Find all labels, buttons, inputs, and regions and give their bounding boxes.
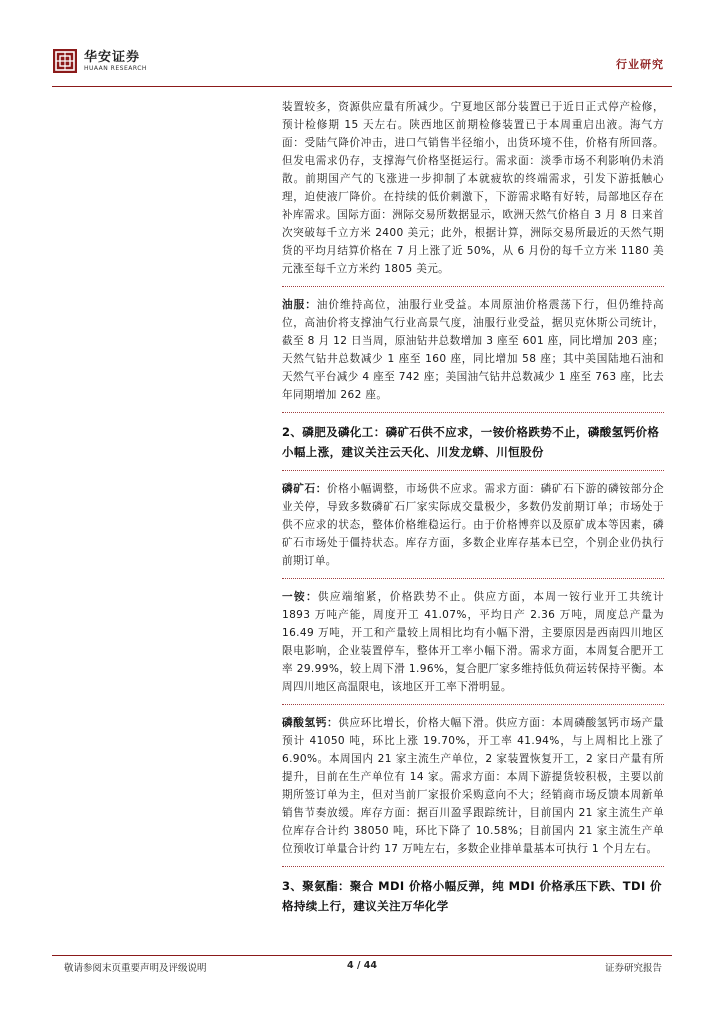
header-divider — [52, 86, 672, 87]
logo-english-name: HUAAN RESEARCH — [84, 64, 147, 72]
section-heading-phosphate: 2、磷肥及磷化工：磷矿石供不应求，一铵价格跌势不止，磷酸氢钙价格小幅上涨，建议关注云天化、川发龙蟒、川恒股份 — [282, 425, 660, 459]
dcp-lead: 磷酸氢钙： — [282, 717, 339, 729]
phosphate-rock-body: 价格小幅调整，市场供不应求。需求方面：磷矿石下游的磷铵部分企业关停，导致多数磷矿石厂家实际成交量极少，多数仍发前期订单；市场处于供不应求的状态，整体价格维稳运行。由于价格博弈以及原矿成本等因素，磷矿石市场处于僵持状态。库存方面，多数企业库存基本已空，个别企业仍执行前期订单。 — [282, 483, 664, 567]
report-type-label: 证券研究报告 — [604, 963, 662, 974]
logo-chinese-name: 华安证券 — [84, 49, 141, 65]
paragraph-divider — [282, 704, 664, 705]
natural-gas-paragraph: 装置较多，资源供应量有所减少。宁夏地区部分装置已于近日正式停产检修，预计检修期 15 天左右。陕西地区前期检修装置已于本周重启出液。海气方面：受陆气降价冲击，进口气销售半径缩小，出货环境不佳，价格有所回落。但发电需求仍存，支撑海气价格坚挺运行。需求面：淡季市场不利影响仍未消散。前期国产气的飞涨进一步抑制了本就疲软的终端需求，引发下游抵触心理，迫使液厂降价。在持续的低价刺激下，下游需求略有好转，局部地区存在补库需求。国际方面：洲际交易所数据显示，欧洲天然气价格自 3 月 8 日来首次突破每千立方米 2400 美元；此外，根据计算，洲际交易所最近的天然气期货的平均月结算价格在 7 月上涨了近 50%，从 6 月份的每千立方米 1180 美元涨至每千立方米约 1805 美元。 — [282, 101, 664, 275]
dcp-paragraph — [282, 714, 664, 858]
disclaimer-note: 敬请参阅末页重要声明及评级说明 — [64, 963, 207, 974]
page-number: 4 / 44 — [347, 960, 377, 971]
paragraph-divider — [282, 866, 664, 867]
company-logo — [52, 48, 147, 74]
phosphate-rock-paragraph — [282, 480, 664, 570]
main-content — [282, 98, 664, 924]
phosphate-rock-lead: 磷矿石： — [282, 483, 327, 495]
dcp-body: 供应环比增长，价格大幅下滑。供应方面：本周磷酸氢钙市场产量预计 41050 吨，环比上涨 19.70%，开工率 41.94%，与上周相比上涨了 6.90%。本周国内 21 家主流生产单位，2 家装置恢复开工，2 家日产量有所提升，目前在生产单位有 14 家。需求方面：本周下游提货较积极，主要以前期所签订单为主，但对当前厂家报价采购意向不大；经销商市场反馈本周新单销售节奏放缓。库存方面：据百川盈孚跟踪统计，目前国内 21 家主流生产单位库存合计约 38050 吨，环比下降了 10.58%；目前国内 21 家主流生产单位预收订单量合计约 17 万吨左右，多数企业排单量基本可执行 1 个月左右。 — [282, 717, 665, 855]
map-lead: 一铵： — [282, 591, 318, 603]
paragraph-divider — [282, 470, 664, 471]
oil-services-lead: 油服： — [282, 299, 317, 311]
document-type-label: 行业研究 — [616, 58, 664, 71]
paragraph-divider — [282, 286, 664, 287]
paragraph-divider — [282, 578, 664, 579]
map-body: 供应端缩紧，价格跌势不止。供应方面，本周一铵行业开工共统计 1893 万吨产能，周度开工 41.07%，平均日产 2.36 万吨，周度总产量为 16.49 万吨，开工和产量较上周相比均有小幅下滑，主要原因是西南四川地区限电影响，企业装置停车，整体开工率小幅下滑。需求方面，本周复合肥开工率 29.99%，较上周下滑 1.96%，复合肥厂家多维持低负荷运转保持平衡。本周四川地区高温限电，该地区开工率下滑明显。 — [282, 591, 664, 693]
section-heading-polyurethane: 3、聚氨酯：聚合 MDI 价格小幅反弹，纯 MDI 价格承压下跌、TDI 价格持续上行，建议关注万华化学 — [282, 879, 662, 913]
huaan-logo-icon — [52, 48, 78, 74]
oil-services-paragraph — [282, 296, 664, 404]
page-header — [52, 48, 672, 82]
footer-divider — [52, 955, 672, 956]
oil-services-body: 油价维持高位，油服行业受益。本周原油价格震荡下行，但仍维持高位，高油价将支撑油气行业高景气度，油服行业受益，据贝克休斯公司统计，截至 8 月 12 日当周，原油钻井总数增加 3 座至 601 座，同比增加 203 座；天然气钻井总数减少 1 座至 160 座，同比增加 58 座；其中美国陆地石油和天然气平台减少 4 座至 742 座；美国油气钻井总数减少 1 座至 763 座，比去年同期增加 262 座。 — [282, 299, 664, 401]
map-paragraph — [282, 588, 664, 696]
paragraph-divider — [282, 412, 664, 413]
